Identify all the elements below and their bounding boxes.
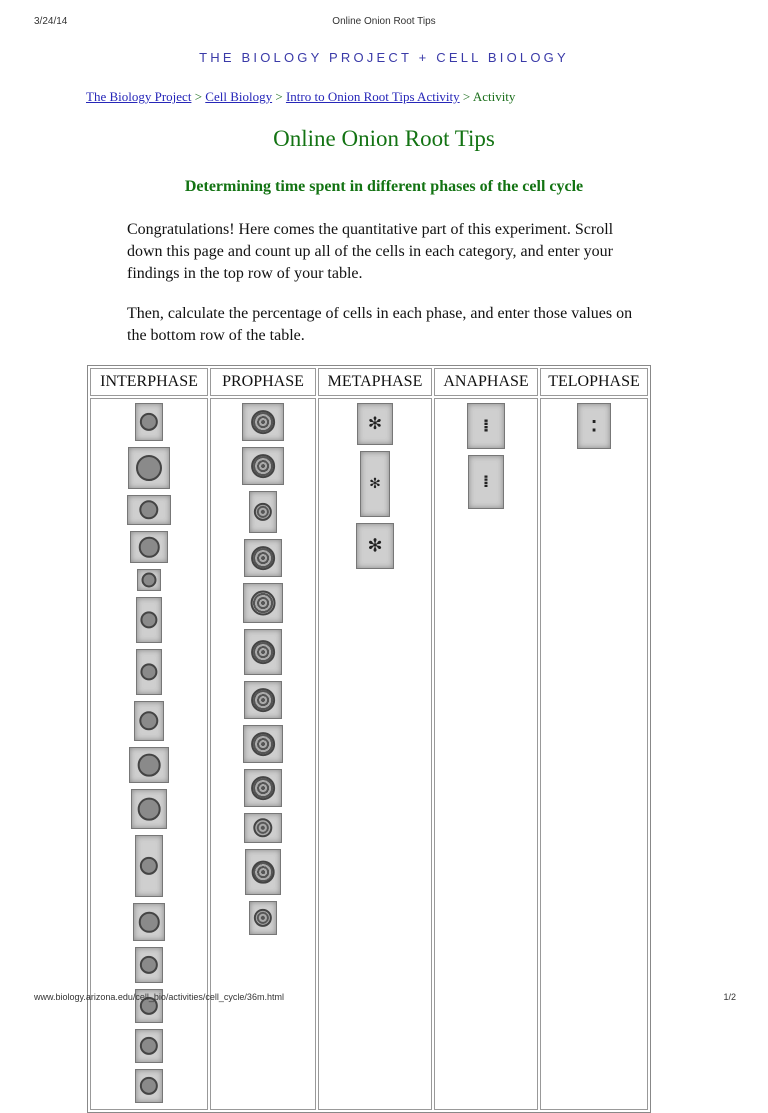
nucleus xyxy=(139,500,158,519)
chromosomes: ✻ xyxy=(367,535,383,557)
chromosomes: ⁞ xyxy=(482,472,490,492)
interphase-cell-image xyxy=(137,569,161,591)
instructions-paragraph: Then, calculate the percentage of cells in each phase, and enter those values on the bottom row of the table. xyxy=(127,305,633,344)
footer-url: www.biology.arizona.edu/cell_bio/activities/cell_cycle/36m.html xyxy=(34,992,284,1002)
nucleus xyxy=(140,1077,158,1095)
interphase-cell-image xyxy=(135,1069,163,1103)
nucleus xyxy=(251,546,275,570)
print-footer xyxy=(0,992,768,1006)
breadcrumb-separator: > xyxy=(275,89,283,104)
prophase-cell-image xyxy=(244,681,282,719)
prophase-cell-image xyxy=(249,491,277,533)
interphase-cell-image xyxy=(130,531,168,563)
interphase-cell-image xyxy=(127,495,171,525)
prophase-cell-image xyxy=(243,583,283,623)
metaphase-cell-image xyxy=(357,403,393,445)
nucleus xyxy=(251,454,275,478)
header-telophase: TELOPHASE xyxy=(540,368,648,396)
header-anaphase: ANAPHASE xyxy=(434,368,538,396)
nucleus xyxy=(251,776,275,800)
nucleus xyxy=(140,1037,158,1055)
nucleus xyxy=(253,818,272,837)
header-interphase: INTERPHASE xyxy=(90,368,208,396)
nucleus xyxy=(138,754,161,777)
print-header xyxy=(0,16,768,30)
metaphase-cell-image xyxy=(360,451,390,517)
nucleus xyxy=(251,591,276,616)
instructions-paragraph: Congratulations! Here comes the quantitative part of this experiment. Scroll down this page and count up all of the cells in each category, and enter your findings in the top row of your table. xyxy=(127,221,614,282)
nucleus xyxy=(254,503,272,521)
nucleus xyxy=(138,798,161,821)
page-subtitle: Determining time spent in different phases of the cell cycle xyxy=(184,178,584,195)
nucleus xyxy=(140,413,158,431)
prophase-cell-image xyxy=(242,447,284,485)
nucleus xyxy=(140,663,157,680)
interphase-cell-image xyxy=(129,747,169,783)
nucleus xyxy=(142,573,157,588)
nucleus xyxy=(140,956,158,974)
breadcrumb-link-cell-biology[interactable]: Cell Biology xyxy=(205,89,273,104)
interphase-cell-image xyxy=(131,789,167,829)
anaphase-cell-image xyxy=(468,455,504,509)
chromosomes: ✻ xyxy=(367,414,383,434)
telophase-cell-image xyxy=(577,403,611,449)
header-prophase: PROPHASE xyxy=(210,368,316,396)
interphase-cell-image xyxy=(133,903,165,941)
metaphase-cell-image xyxy=(356,523,394,569)
nucleus xyxy=(251,410,275,434)
breadcrumb-current: Activity xyxy=(472,89,516,104)
breadcrumb-separator: > xyxy=(194,89,203,104)
anaphase-cell-image xyxy=(467,403,505,449)
nucleus xyxy=(139,711,158,730)
prophase-cell-image xyxy=(244,813,282,843)
interphase-cell-image xyxy=(136,597,162,643)
print-page-title: Online Onion Root Tips xyxy=(332,16,436,27)
nucleus xyxy=(140,857,158,875)
prophase-cell-image xyxy=(249,901,277,935)
breadcrumb-link-biology-project[interactable]: The Biology Project xyxy=(86,89,192,104)
interphase-cell-image xyxy=(135,1029,163,1063)
chromosomes: ⁞ xyxy=(482,415,490,437)
site-banner: THE BIOLOGY PROJECT + CELL BIOLOGY xyxy=(199,50,569,65)
nucleus xyxy=(252,861,275,884)
breadcrumb-separator: > xyxy=(462,89,471,104)
prophase-cell-image xyxy=(243,725,283,763)
breadcrumb-link-onion-root-tips[interactable]: Intro to Onion Root Tips Activity xyxy=(285,89,460,104)
header-metaphase: METAPHASE xyxy=(318,368,432,396)
footer-page-number: 1/2 xyxy=(723,992,736,1002)
interphase-cell-image xyxy=(134,701,164,741)
chromosomes: ✻ xyxy=(369,476,381,492)
nucleus xyxy=(254,909,272,927)
prophase-cell-image xyxy=(244,539,282,577)
nucleus xyxy=(139,912,160,933)
nucleus xyxy=(251,640,275,664)
nucleus xyxy=(139,537,160,558)
nucleus xyxy=(136,455,162,481)
page-title: Online Onion Root Tips xyxy=(273,126,495,151)
print-date: 3/24/14 xyxy=(34,16,68,27)
interphase-cell-image xyxy=(135,403,163,441)
interphase-cell-image xyxy=(128,447,170,489)
chromosomes: ⁚ xyxy=(590,416,598,436)
breadcrumb xyxy=(86,89,515,105)
nucleus xyxy=(251,688,275,712)
prophase-cell-image xyxy=(244,769,282,807)
prophase-cell-image xyxy=(244,629,282,675)
interphase-cell-image xyxy=(135,835,163,897)
interphase-cell-image xyxy=(135,947,163,983)
prophase-cell-image xyxy=(245,849,281,895)
nucleus xyxy=(140,611,157,628)
nucleus xyxy=(251,732,275,756)
interphase-cell-image xyxy=(136,649,162,695)
prophase-cell-image xyxy=(242,403,284,441)
